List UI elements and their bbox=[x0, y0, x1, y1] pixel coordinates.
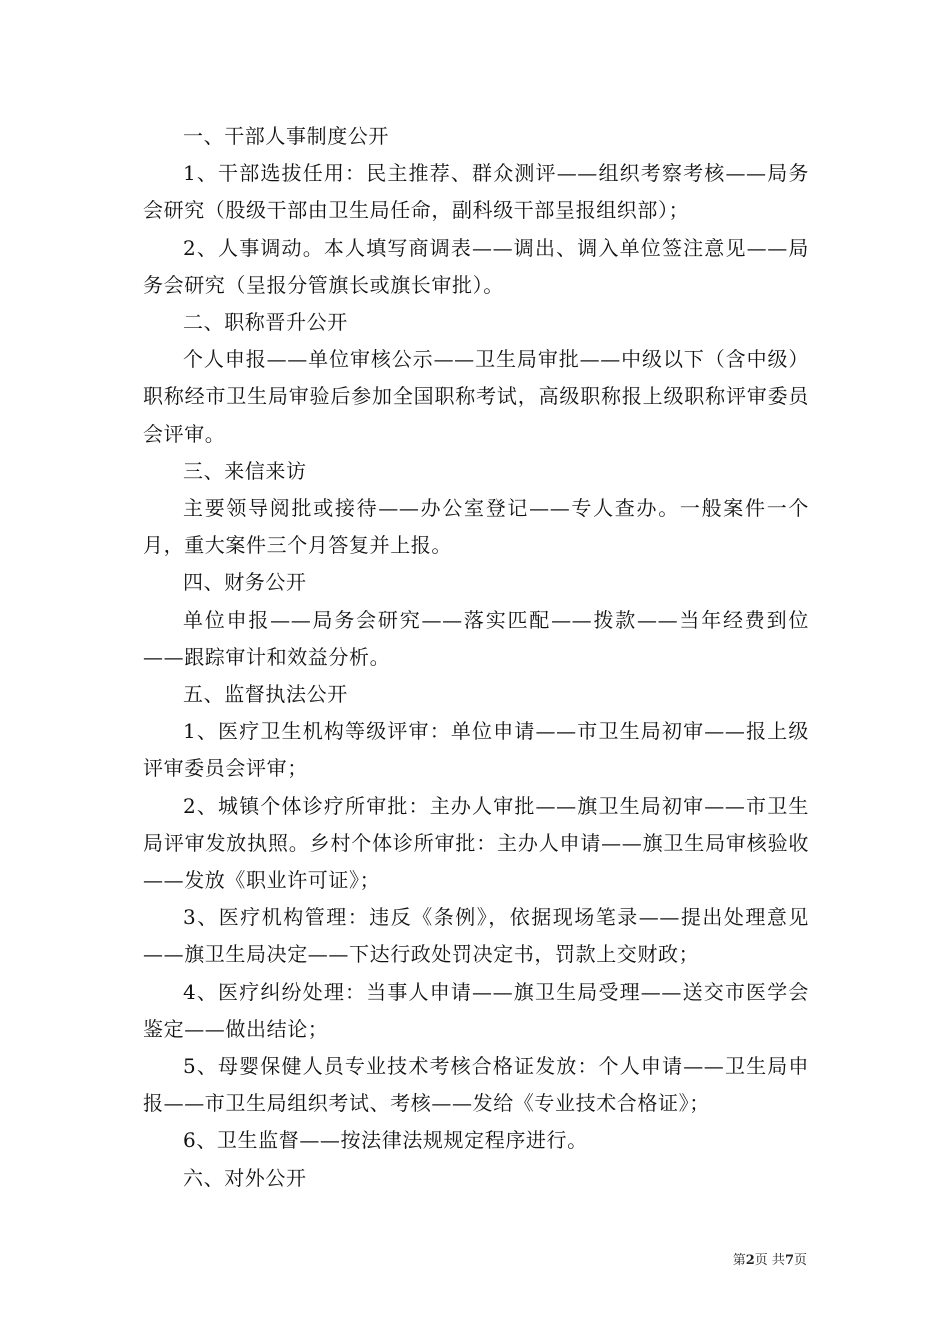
paragraph: 5、母婴保健人员专业技术考核合格证发放：个人申请——卫生局申报——市卫生局组织考试、考核——发给《专业技术合格证》； bbox=[143, 1054, 809, 1116]
paragraph: 个人申报——单位审核公示——卫生局审批——中级以下（含中级）职称经市卫生局审验后参加全国职称考试，高级职称报上级职称评审委员会评审。 bbox=[143, 347, 809, 446]
section-heading-6: 六、对外公开 bbox=[183, 1165, 307, 1190]
total-page-number: 7 bbox=[784, 1253, 794, 1268]
current-page-number: 2 bbox=[745, 1253, 755, 1268]
footer-suffix: 页 bbox=[793, 1253, 807, 1268]
section-heading-1: 一、干部人事制度公开 bbox=[183, 124, 389, 148]
paragraph: 单位申报——局务会研究——落实匹配——拨款——当年经费到位——跟踪审计和效益分析。 bbox=[143, 607, 809, 669]
paragraph: 3、医疗机构管理：违反《条例》，依据现场笔录——提出处理意见——旗卫生局决定——下达行政处罚决定书，罚款上交财政； bbox=[143, 905, 809, 967]
paragraph: 6、卫生监督——按法律法规规定程序进行。 bbox=[183, 1128, 588, 1153]
section-heading-3: 三、来信来访 bbox=[183, 458, 307, 483]
paragraph: 主要领导阅批或接待——办公室登记——专人查办。一般案件一个月，重大案件三个月答复并上报。 bbox=[143, 496, 809, 558]
paragraph: 1、干部选拔任用：民主推荐、群众测评——组织考察考核——局务会研究（股级干部由卫生局任命，副科级干部呈报组织部）； bbox=[143, 161, 809, 223]
paragraph: 4、医疗纠纷处理：当事人申请——旗卫生局受理——送交市医学会鉴定——做出结论； bbox=[143, 979, 809, 1041]
section-heading-4: 四、财务公开 bbox=[183, 570, 307, 595]
footer-prefix: 第 bbox=[732, 1253, 746, 1268]
section-heading-2: 二、职称晋升公开 bbox=[183, 310, 348, 335]
section-heading-5: 五、监督执法公开 bbox=[183, 682, 348, 707]
paragraph: 2、城镇个体诊疗所审批：主办人审批——旗卫生局初审——市卫生局评审发放执照。乡村个体诊所审批：主办人申请——旗卫生局审核验收——发放《职业许可证》； bbox=[143, 793, 809, 893]
paragraph: 2、人事调动。本人填写商调表——调出、调入单位签注意见——局务会研究（呈报分管旗长或旗长审批）。 bbox=[143, 235, 809, 297]
document-body bbox=[143, 118, 809, 1197]
page-number-footer bbox=[733, 1252, 807, 1270]
paragraph: 1、医疗卫生机构等级评审：单位申请——市卫生局初审——报上级评审委员会评审； bbox=[143, 719, 809, 781]
footer-middle: 页 共 bbox=[754, 1253, 785, 1268]
